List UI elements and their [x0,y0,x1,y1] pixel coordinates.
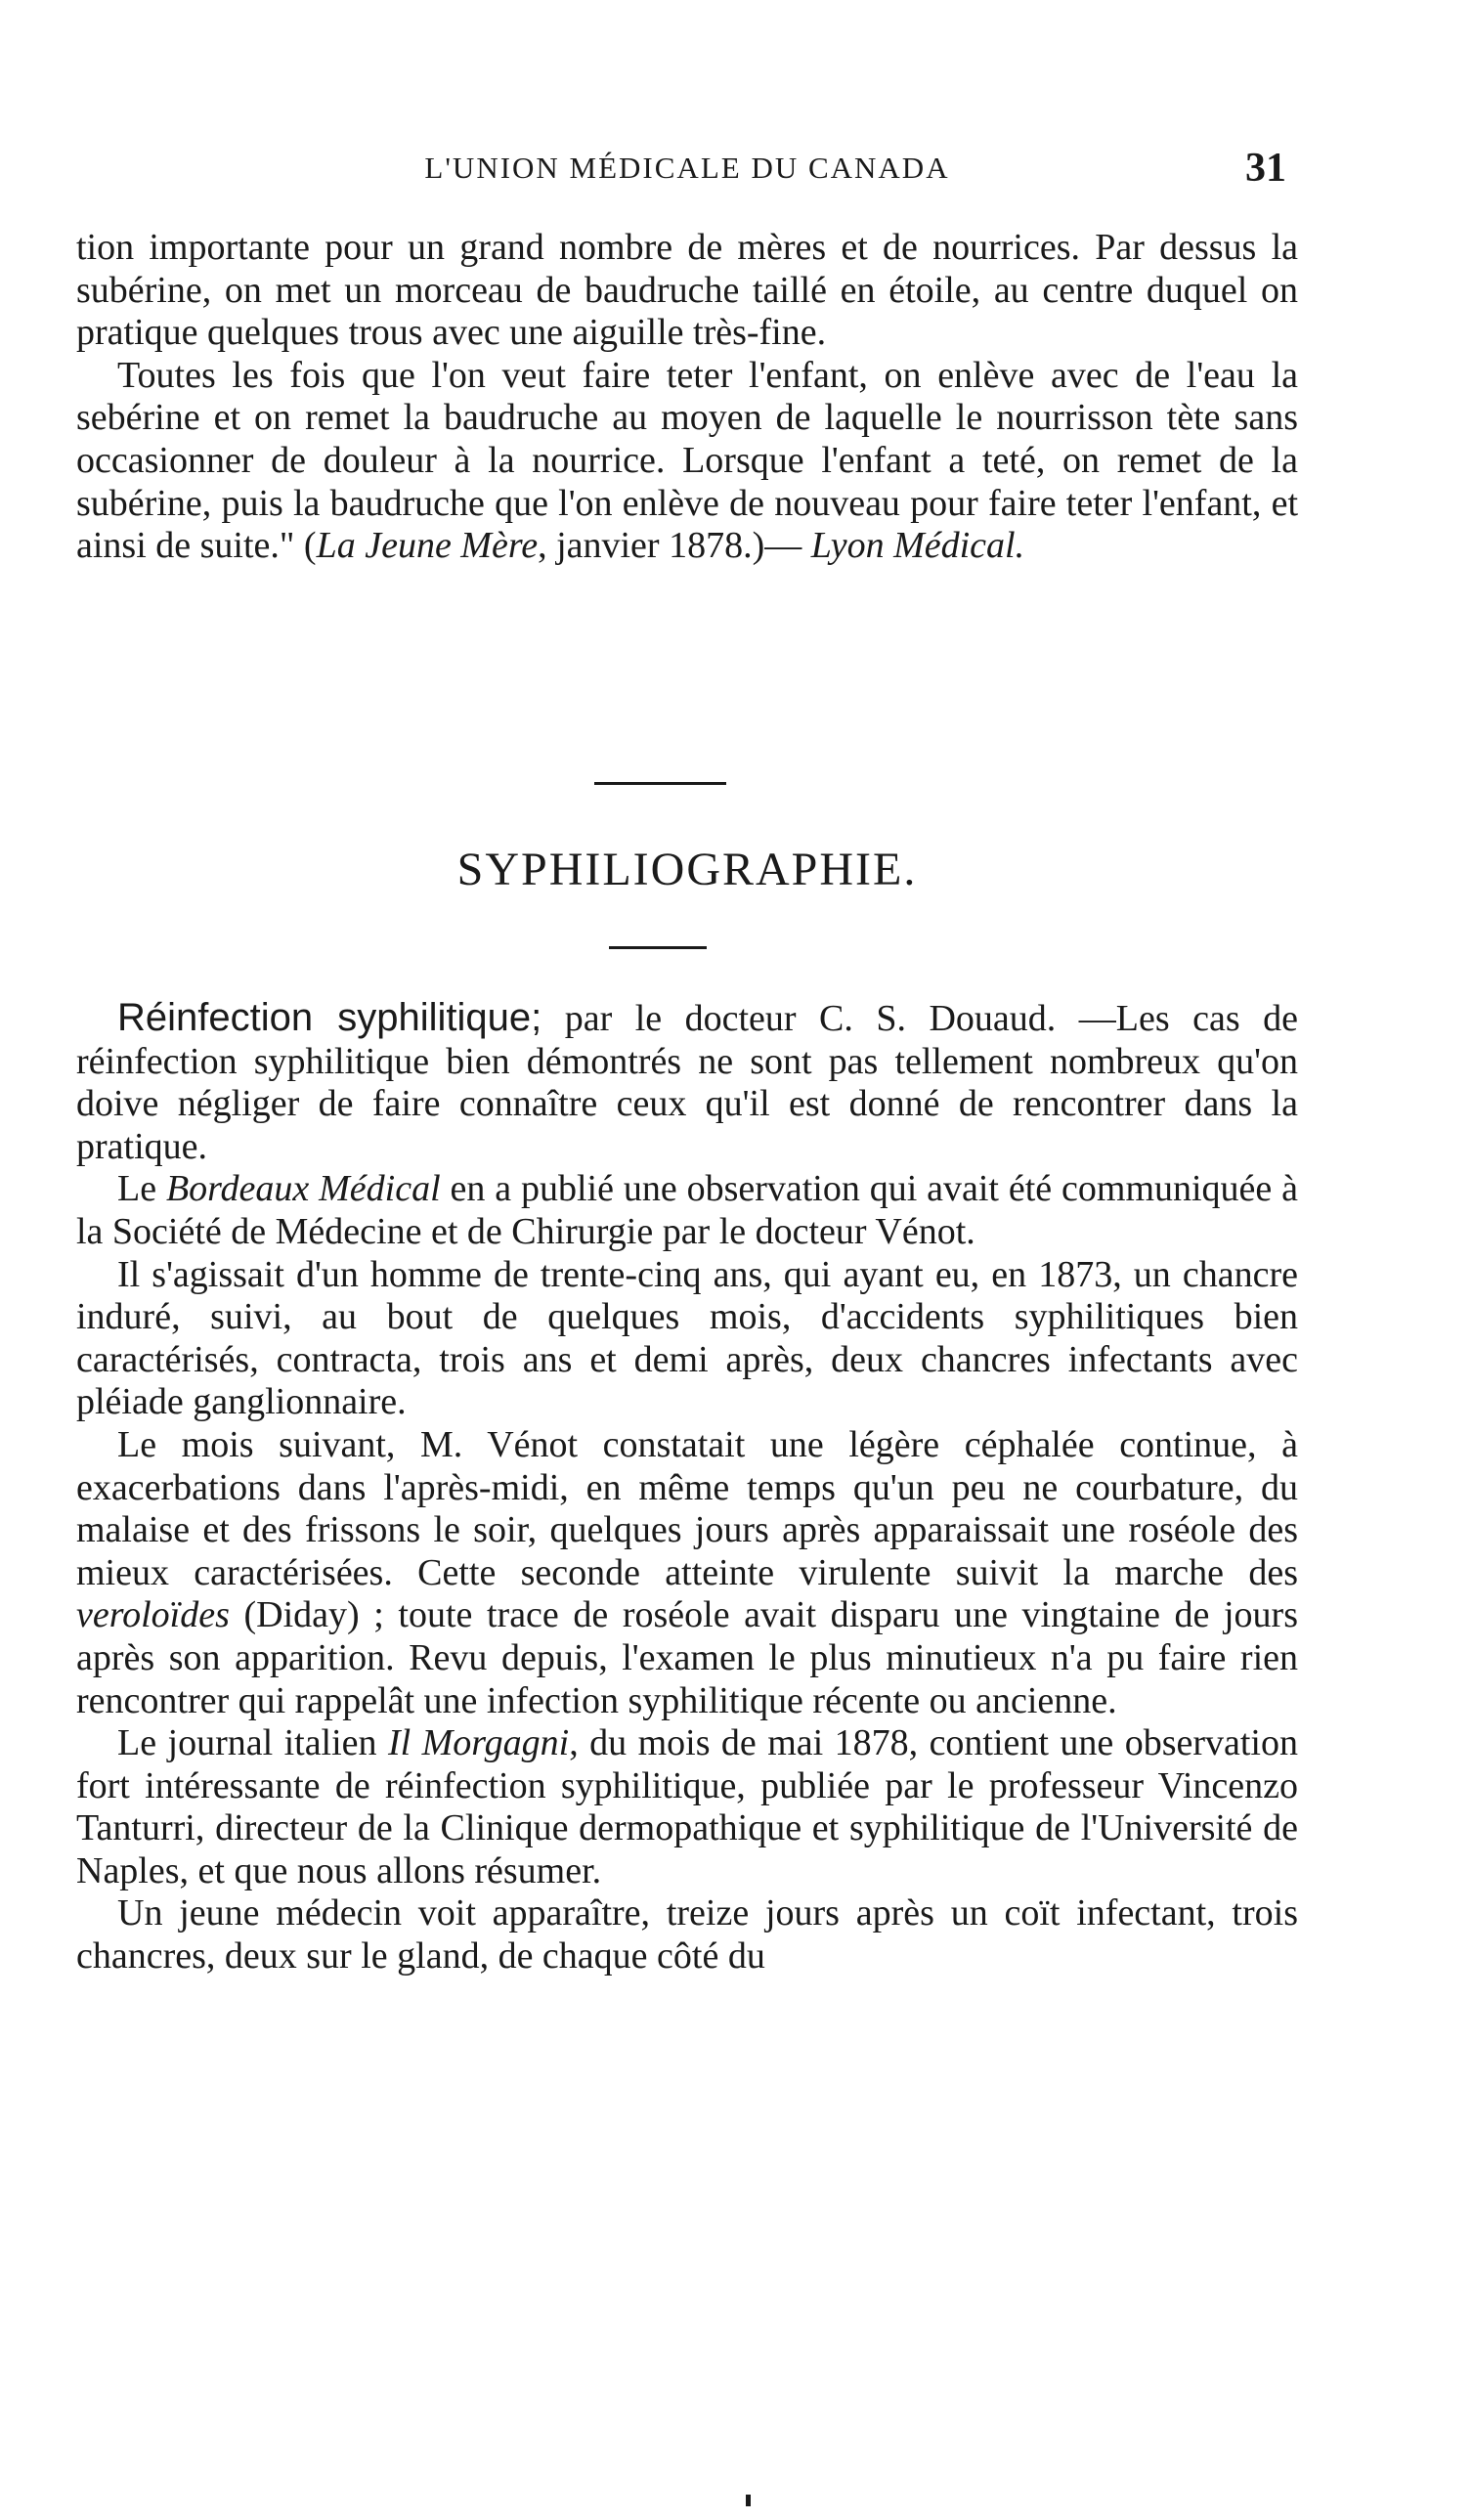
divider-rule [609,946,707,949]
article-title: Réinfection syphilitique; [117,996,542,1039]
source-journal: La Jeune Mère [316,525,539,567]
divider-rule [594,782,726,785]
paragraph-symptoms-text: Le mois suivant, M. Vénot constatait une légère céphalée continue, à exacerbations dans l'après-midi, en même temps qu'un peu ne courbature, du malaise et des frissons le soir, quelques jours après apparaissait une roséole des mieux caractérisées. Cette seconde atteinte virulente suivit la marche des [76,1423,1298,1593]
paragraph-morgagni-text: , du mois de mai 1878, contient une observation fort intéressante de réinfection syphilitique, publiée par le professeur Vincenzo Tanturri, directeur de la Clinique dermopathique et syphilitique de l'Université de Naples, et que nous allons résumer. [76,1722,1298,1891]
paragraph-bordeaux-text: en a publié une observation qui avait été communiquée à la Société de Médecine et de Chirurgie par le docteur Vénot. [76,1168,1299,1252]
document-page [76,0,1298,2520]
article-intro-text: —Les cas de réinfection syphilitique bien démontrés ne sont pas tellement nombreux qu'on doive négliger de faire connaître ceux qu'il est donné de rencontrer dans la pratique. [76,998,1298,1167]
article-byline: par le docteur C. S. Douaud. [542,998,1057,1039]
paragraph-bordeaux-lead: Le [117,1168,166,1210]
print-mark [746,2495,751,2506]
paragraph-morgagni-lead: Le journal italien [117,1722,388,1764]
source-date: , janvier 1878.)— [538,525,802,567]
running-header [76,145,1298,194]
paragraph-bordeaux [76,1168,1298,1253]
running-title: L'UNION MÉDICALE DU CANADA [424,151,950,185]
journal-morgagni: Il Morgagni [387,1722,570,1764]
page-number: 31 [1245,146,1286,191]
paragraph-continued: tion importante pour un grand nombre de mères et de nourrices. Par dessus la subérine, on met un morceau de baudruche taillé en étoile, au centre duquel on pratique quelques trous avec une aiguille très-fine. [76,227,1298,354]
article-body [76,997,1298,1978]
paragraph-symptoms [76,1424,1298,1722]
paragraph-nursing [76,355,1298,568]
source-reprint: Lyon Médical. [810,525,1025,567]
section-title: SYPHILIOGRAPHIE. [456,844,918,895]
paragraph-morgagni [76,1722,1298,1892]
article-intro [76,997,1298,1168]
continued-text [76,227,1298,568]
paragraph-case: Il s'agissait d'un homme de trente-cinq ans, qui ayant eu, en 1873, un chancre induré, suivi, au bout de quelques mois, d'accidents syphilitiques bien caractérisés, contracta, trois ans et demi après, deux chancres infectants avec pléiade ganglionnaire. [76,1253,1298,1423]
term-veroloides: veroloïdes [76,1594,230,1636]
paragraph-nursing-text: Toutes les fois que l'on veut faire teter l'enfant, on enlève avec de l'eau la sebérine et on remet la baudruche au moyen de laquelle le nourrisson tète sans occasionner de douleur à la nourrice. Lorsque l'enfant a teté, on remet de la subérine, puis la baudruche que l'on enlève de nouveau pour faire teter l'enfant, et ainsi de suite." ( [76,354,1298,567]
paragraph-physician: Un jeune médecin voit apparaître, treize jours après un coït infectant, trois chancres, deux sur le gland, de chaque côté du [76,1892,1298,1977]
journal-bordeaux: Bordeaux Médical [165,1168,441,1210]
paragraph-symptoms-rest: (Diday) ; toute trace de roséole avait disparu une vingtaine de jours après son apparition. Revu depuis, l'examen le plus minutieux n'a pu faire rien rencontrer qui rappelât une infection syphilitique récente ou ancienne. [76,1594,1298,1721]
